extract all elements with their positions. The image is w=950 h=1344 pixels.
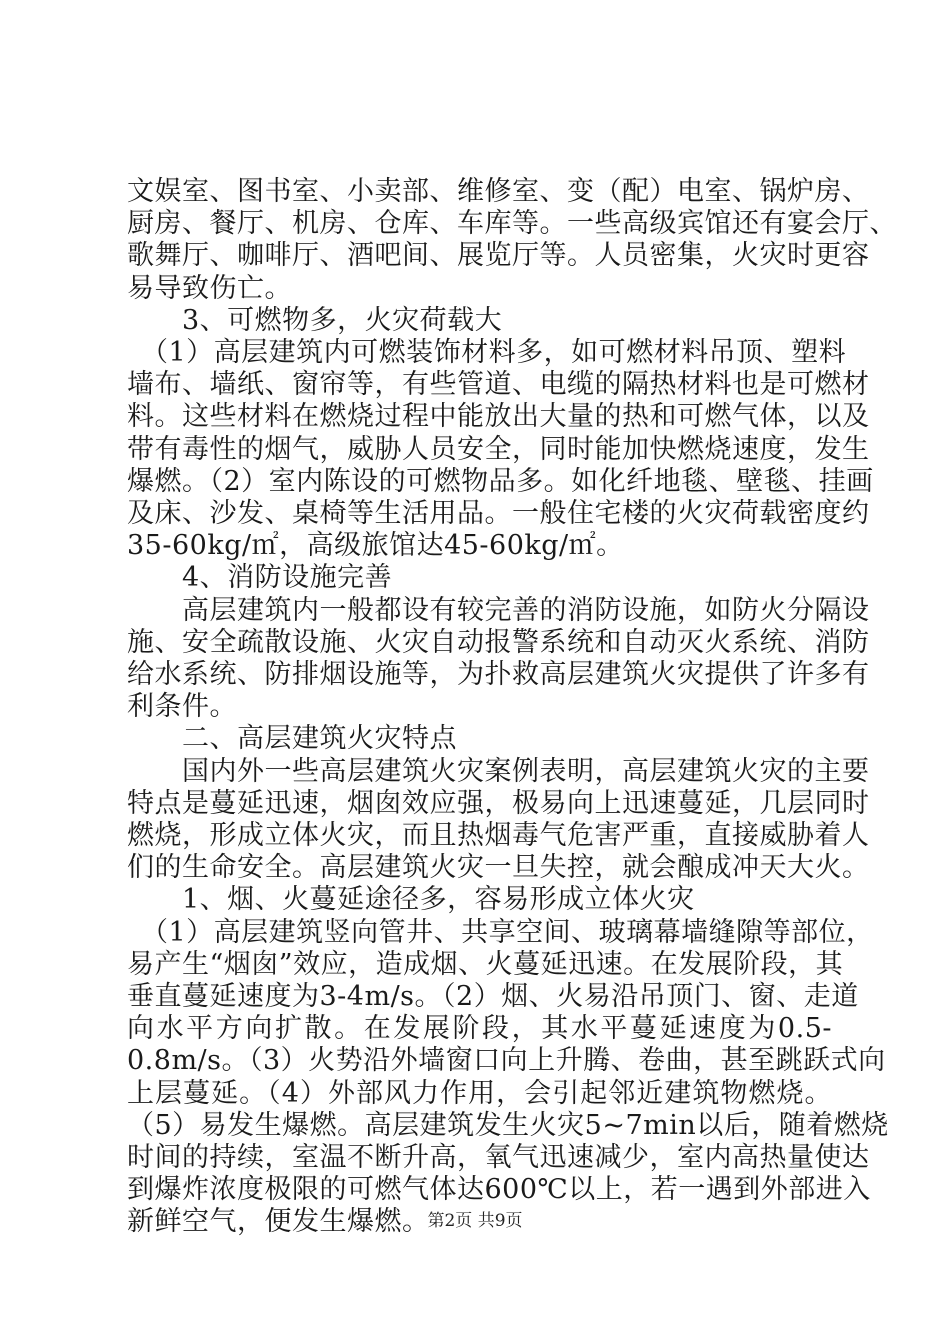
text-line: 带有毒性的烟气，威胁人员安全，同时能加快燃烧速度，发生 — [127, 434, 870, 465]
text-line: 给水系统、防排烟设施等，为扑救高层建筑火灾提供了许多有 — [127, 659, 870, 690]
text-line: 们的生命安全。高层建筑火灾一旦失控，就会酿成冲天大火。 — [127, 852, 870, 883]
text-line: 高层建筑内一般都设有较完善的消防设施，如防火分隔设 — [127, 595, 870, 626]
text-line: （5）易发生爆燃。高层建筑发生火灾5~7min以后，随着燃烧 — [127, 1110, 889, 1141]
section-heading: 二、高层建筑火灾特点 — [127, 723, 457, 754]
text-line: 墙布、墙纸、窗帘等，有些管道、电缆的隔热材料也是可燃材 — [127, 369, 870, 400]
text-line: 特点是蔓延迅速，烟囱效应强，极易向上迅速蔓延，几层同时 — [127, 788, 870, 819]
section-heading: 1、烟、火蔓延途径多，容易形成立体火灾 — [127, 884, 695, 915]
text-line: 厨房、餐厅、机房、仓库、车库等。一些高级宾馆还有宴会厅、 — [127, 208, 897, 239]
text-line: 时间的持续，室温不断升高，氧气迅速减少，室内高热量使达 — [127, 1142, 870, 1173]
text-line: 上层蔓延。（4）外部风力作用，会引起邻近建筑物燃烧。 — [127, 1078, 832, 1109]
text-line: 燃烧，形成立体火灾，而且热烟毒气危害严重，直接威胁着人 — [127, 820, 870, 851]
page-footer: 第2页 共9页 — [427, 1211, 523, 1231]
text-line: 施、安全疏散设施、火灾自动报警系统和自动灭火系统、消防 — [127, 627, 870, 658]
text-line: （1）高层建筑竖向管井、共享空间、玻璃幕墙缝隙等部位， — [127, 917, 874, 948]
text-line: 垂直蔓延速度为3-4m/s。（2）烟、火易沿吊顶门、窗、走道 — [127, 981, 859, 1012]
text-line: （1）高层建筑内可燃装饰材料多，如可燃材料吊顶、塑料 — [127, 337, 847, 368]
text-line: 新鲜空气，便发生爆燃。 — [127, 1206, 430, 1237]
text-line: 国内外一些高层建筑火灾案例表明，高层建筑火灾的主要 — [127, 756, 870, 787]
text-line: 及床、沙发、桌椅等生活用品。一般住宅楼的火灾荷载密度约 — [127, 498, 870, 529]
text-line: 易导致伤亡。 — [127, 273, 292, 304]
section-heading: 3、可燃物多，火灾荷载大 — [127, 305, 503, 336]
text-line: 到爆炸浓度极限的可燃气体达600℃以上，若一遇到外部进入 — [127, 1174, 871, 1205]
text-line: 利条件。 — [127, 691, 237, 722]
text-line: 易产生“烟囱”效应，造成烟、火蔓延迅速。在发展阶段，其 — [127, 949, 844, 980]
text-line: 歌舞厅、咖啡厅、酒吧间、展览厅等。人员密集，火灾时更容 — [127, 240, 870, 271]
text-line: 爆燃。（2）室内陈设的可燃物品多。如化纤地毯、壁毯、挂画 — [127, 466, 874, 497]
text-line: 料。这些材料在燃烧过程中能放出大量的热和可燃气体，以及 — [127, 401, 870, 432]
section-heading: 4、消防设施完善 — [127, 562, 393, 593]
text-line: 0.8m/s。（3）火势沿外墙窗口向上升腾、卷曲，甚至跳跃式向 — [127, 1045, 886, 1076]
text-line: 文娱室、图书室、小卖部、维修室、变（配）电室、锅炉房、 — [127, 176, 870, 207]
text-line: 35-60kg/㎡，高级旅馆达45-60kg/㎡。 — [127, 530, 624, 561]
text-line: 向水平方向扩散。在发展阶段，其水平蔓延速度为0.5- — [127, 1013, 832, 1044]
